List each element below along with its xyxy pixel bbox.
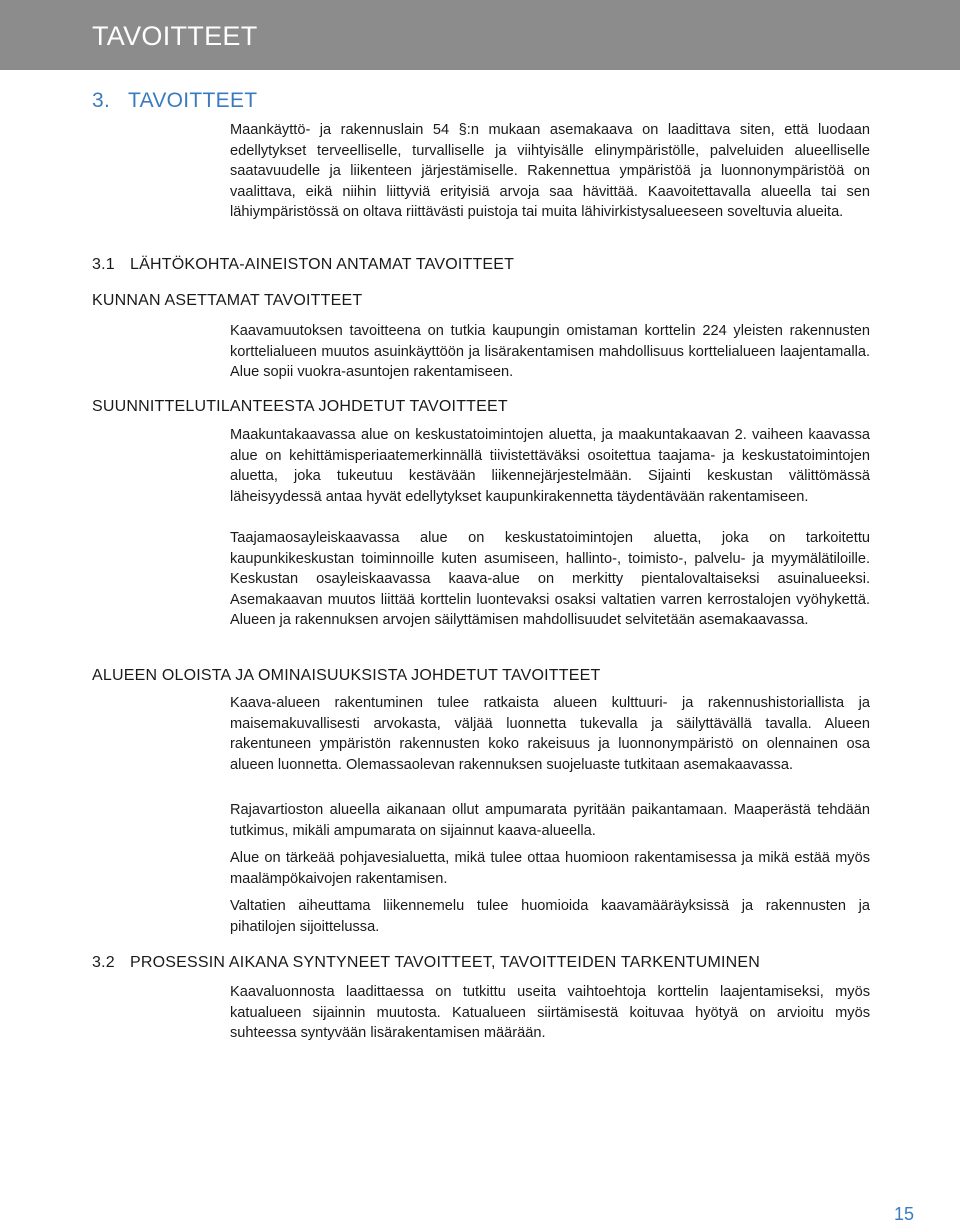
page-number: 15 bbox=[893, 1204, 914, 1224]
intro-paragraph: Maankäyttö- ja rakennuslain 54 §:n mukaan asemakaava on laadittava siten, että luodaan edellytykset terveelliselle, turvalliselle ja viihtyisälle elinympäristölle, palveluiden alueelliselle saatavuudelle ja liikenteen järjestämiselle. Rakennettua ympäristöä ja luonnonympäristöä on vaalittava, eikä niihin liittyviä erityisiä arvoja saa hävittää. Kaavoitettavalla alueella tai sen lähiympäristössä on oltava riittävästi puistoja tai muita lähivirkistysalueeseen soveltuvia alueita. bbox=[230, 122, 870, 220]
alueen-paragraph-4: Valtatien aiheuttama liikennemelu tulee huomioida kaavamääräyksissä ja rakennusten ja pihatilojen sijoittelussa. bbox=[230, 898, 870, 935]
header-title: TAVOITTEET bbox=[92, 21, 258, 51]
alueen-heading: ALUEEN OLOISTA JA OMINAISUUKSISTA JOHDETUT TAVOITTEET bbox=[92, 667, 601, 684]
subsection-3-1-title: LÄHTÖKOHTA-AINEISTON ANTAMAT TAVOITTEET bbox=[130, 256, 515, 273]
alueen-paragraph-3: Alue on tärkeää pohjavesialuetta, mikä tulee ottaa huomioon rakentamisessa ja mikä estää myös maalämpökaivojen rakentamisen. bbox=[230, 850, 870, 887]
subsection-3-1-heading bbox=[92, 255, 514, 275]
alueen-paragraph-2: Rajavartioston alueella aikanaan ollut ampumarata pyritään paikantamaan. Maaperästä tehdään tutkimus, mikäli ampumarata on sijainnut kaava-alueella. bbox=[230, 802, 870, 839]
subsection-3-2-title: PROSESSIN AIKANA SYNTYNEET TAVOITTEET, TAVOITTEIDEN TARKENTUMINEN bbox=[130, 954, 761, 971]
section-number: 3. bbox=[92, 89, 111, 112]
subsection-3-1-number: 3.1 bbox=[92, 256, 115, 273]
suunnittelu-heading: SUUNNITTELUTILANTEESTA JOHDETUT TAVOITTEET bbox=[92, 398, 508, 415]
section-title bbox=[92, 88, 257, 114]
header-band bbox=[0, 0, 960, 70]
subsection-3-2-number: 3.2 bbox=[92, 954, 115, 971]
subsection-3-2-heading bbox=[92, 953, 760, 973]
alueen-paragraph-1: Kaava-alueen rakentuminen tulee ratkaista alueen kulttuuri- ja rakennushistoriallista ja maisemakuvallisesti arvokasta, väljää luonnetta tukevalla ja säilyttävällä tavalla. Alueen rakentuneen ympäristön rakennusten koko rakeisuus ja luonnonympäristö on olennainen osa alueen luonnetta. Olemassaolevan rakennuksen suojeluaste tutkitaan asemakaavassa. bbox=[230, 695, 870, 773]
subsection-3-2-paragraph: Kaavaluonnosta laadittaessa on tutkittu useita vaihtoehtoja korttelin laajentamiseksi, myös katualueen sijainnin muutosta. Katualueen siirtämisestä koituvaa hyötyä on arvioitu myös suhteessa syntyvään lisärakentamisen määrään. bbox=[230, 984, 870, 1041]
kunnan-heading: KUNNAN ASETTAMAT TAVOITTEET bbox=[92, 292, 363, 309]
suunnittelu-paragraph-2: Taajamaosayleiskaavassa alue on keskustatoimintojen aluetta, joka on tarkoitettu kaupunkikeskustan toiminnoille kuten asumiseen, hallinto-, toimisto-, palvelu- ja myymälätiloille. Keskustan osayleiskaavassa kaava-alue on merkitty pientalovaltaiseksi asuinalueeksi. Asemakaavan muutos liittää korttelin luontevaksi osaksi valtatien varren kerrostalojen vyöhykettä. Alueen ja rakennuksen arvojen säilyttämisen mahdollisuudet selvitetään asemakaavassa. bbox=[230, 530, 870, 628]
suunnittelu-paragraph-1: Maakuntakaavassa alue on keskustatoimintojen aluetta, ja maakuntakaavan 2. vaiheen kaavassa alue on kehittämisperiaatemerkinnällä tiivistettäväksi osoitettua taajama- ja keskustatoimintojen aluetta, joka tukeutuu kestävään liikennejärjestelmään. Sijainti keskustan välittömässä läheisyydessä antaa hyvät edellytykset kaupunkirakennetta täydentävään rakentamiseen. bbox=[230, 427, 870, 505]
section-title-text: TAVOITTEET bbox=[128, 89, 258, 112]
kunnan-paragraph: Kaavamuutoksen tavoitteena on tutkia kaupungin omistaman korttelin 224 yleisten rakennusten korttelialueen muutos asuinkäyttöön ja lisärakentamisen mahdollisuus korttelialueen laajentamalla. Alue sopii vuokra-asuntojen rakentamiseen. bbox=[230, 323, 870, 380]
